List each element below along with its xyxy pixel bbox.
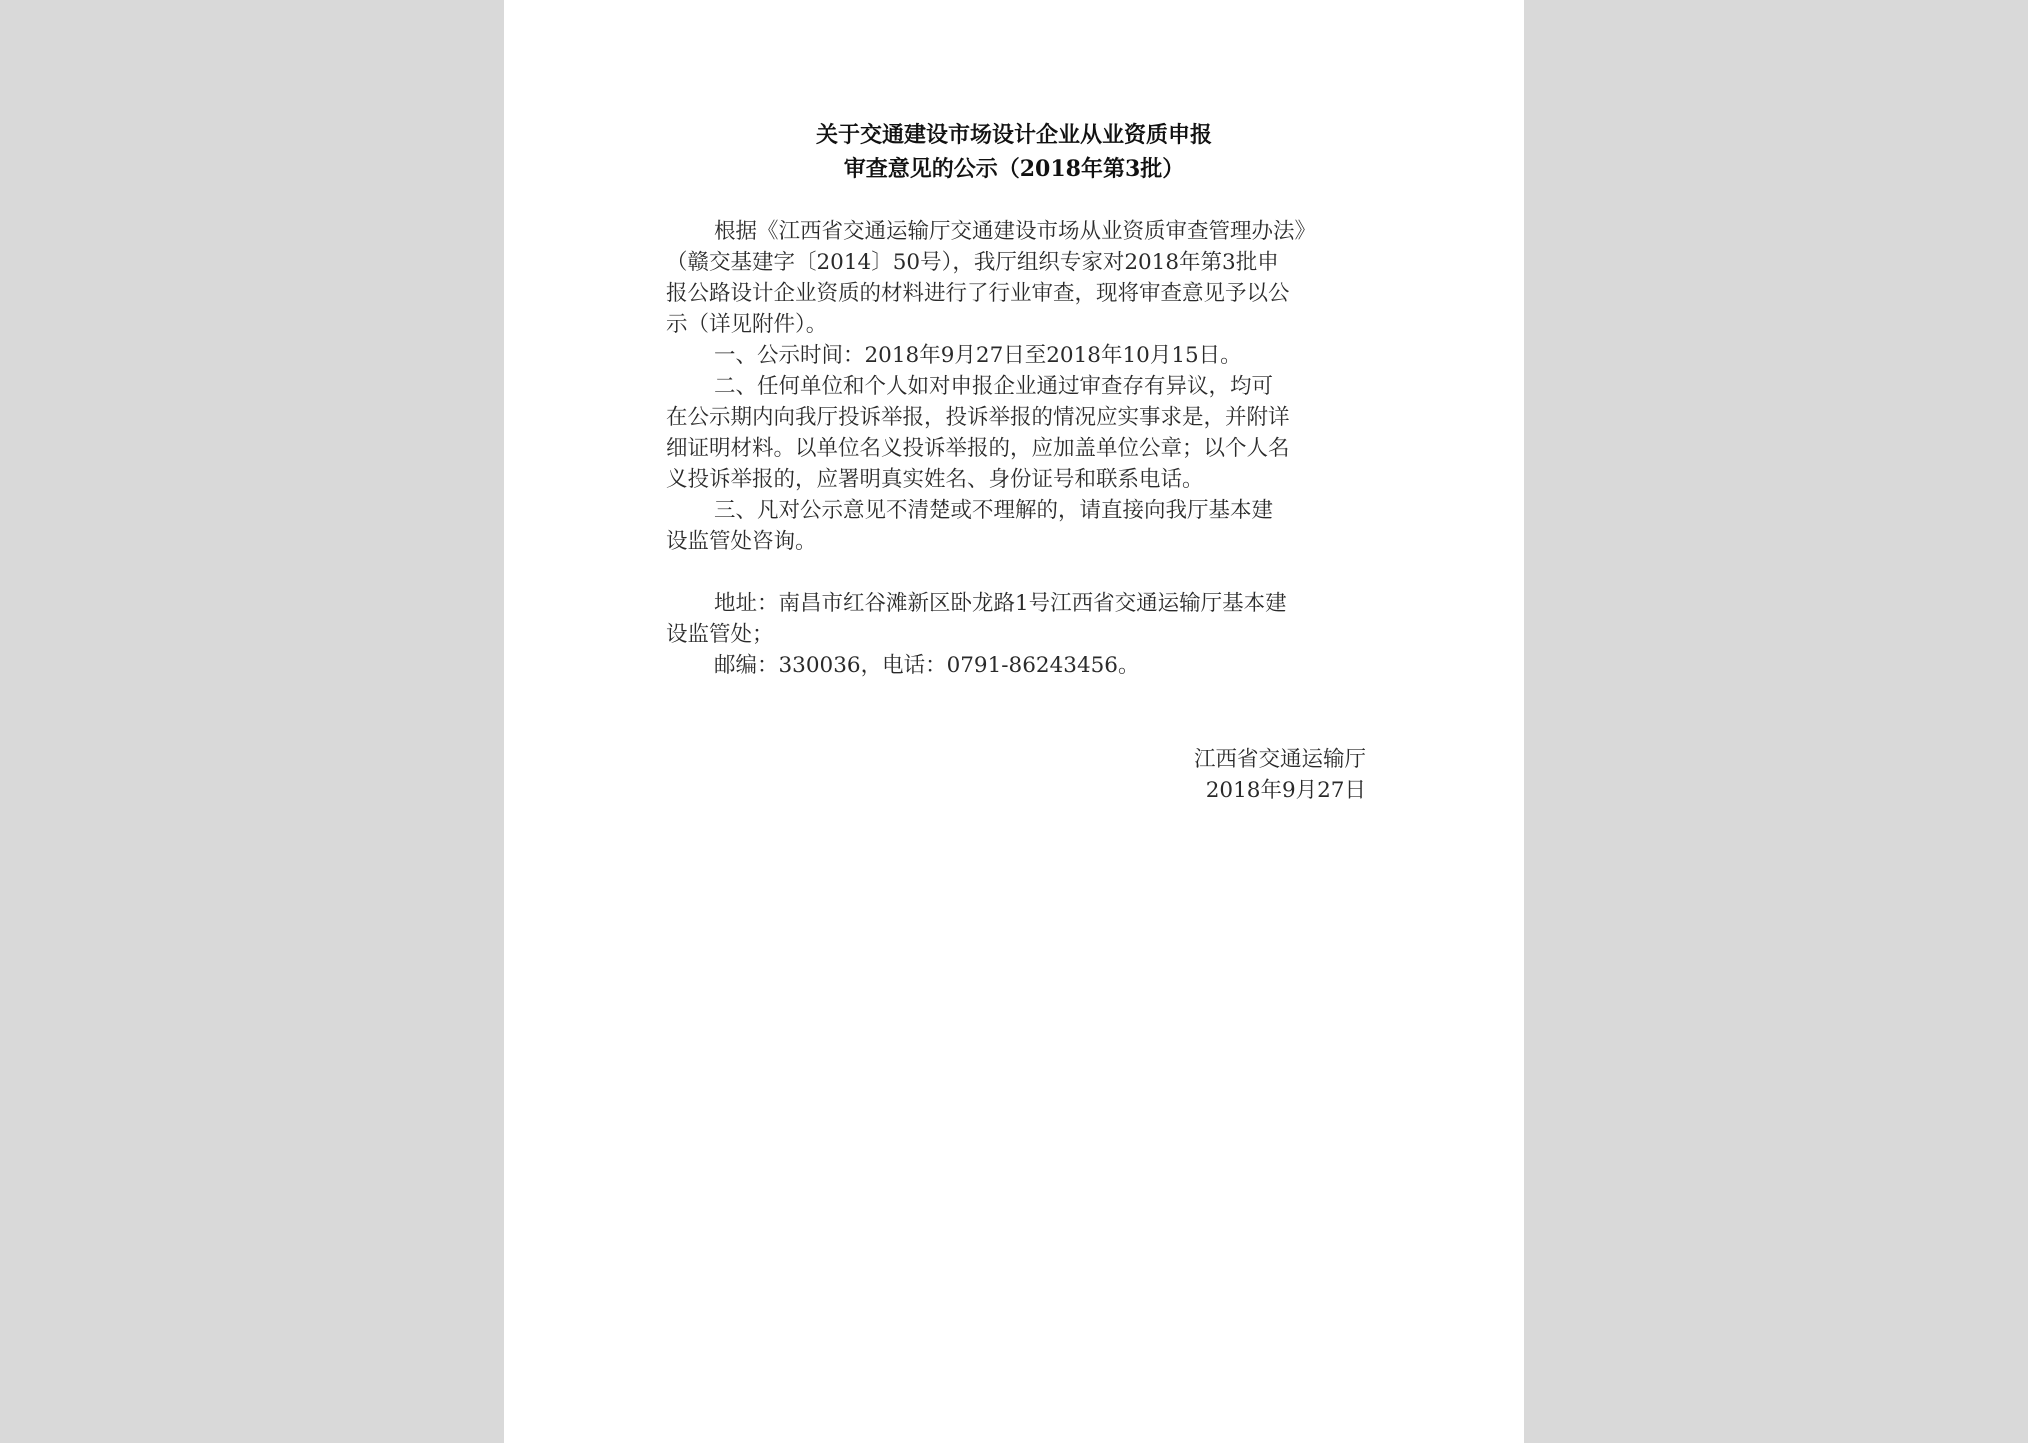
body-line: 一、公示时间：2018年9月27日至2018年10月15日。: [714, 343, 1242, 368]
body-line: 设监管处咨询。: [666, 529, 817, 554]
body-line: 根据《江西省交通运输厅交通建设市场从业资质审查管理办法》: [714, 219, 1317, 244]
body-line: 示（详见附件）。: [666, 312, 828, 337]
body-line: （赣交基建字〔2014〕50号），我厅组织专家对2018年第3批申: [666, 250, 1279, 275]
title-line-1: 关于交通建设市场设计企业从业资质申报: [815, 122, 1212, 148]
address-line: 地址：南昌市红谷滩新区卧龙路1号江西省交通运输厅基本建: [714, 591, 1287, 616]
body-line: 在公示期内向我厅投诉举报，投诉举报的情况应实事求是，并附详: [666, 405, 1290, 430]
body-line: 报公路设计企业资质的材料进行了行业审查，现将审查意见予以公: [666, 281, 1290, 306]
body-line: 三、凡对公示意见不清楚或不理解的，请直接向我厅基本建: [714, 498, 1274, 523]
signature-date: 2018年9月27日: [1205, 778, 1366, 803]
document-body: [666, 216, 1366, 681]
contact-line: 邮编：330036，电话：0791-86243456。: [714, 653, 1140, 678]
signature-block: [1104, 744, 1366, 806]
title-line-2: 审查意见的公示（2018年第3批）: [843, 156, 1185, 182]
address-line: 设监管处；: [666, 622, 774, 647]
document-page: [504, 0, 1524, 1443]
signature-organization: 江西省交通运输厅: [1193, 747, 1366, 772]
body-line: 二、任何单位和个人如对申报企业通过审查存有异议，均可: [714, 374, 1274, 399]
document-title: [504, 118, 1524, 186]
body-line: 义投诉举报的，应署明真实姓名、身份证号和联系电话。: [666, 467, 1204, 492]
body-line: 细证明材料。以单位名义投诉举报的，应加盖单位公章；以个人名: [666, 436, 1290, 461]
paragraph-spacer: [666, 557, 1366, 588]
